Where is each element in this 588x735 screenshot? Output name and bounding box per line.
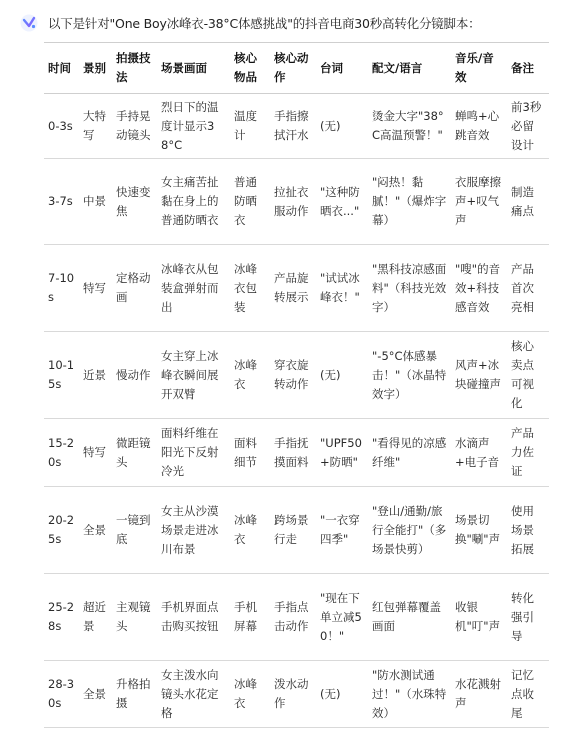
cell-core-item: 冰峰衣包装 — [230, 245, 270, 332]
cell-music: 风声+冰块碰撞声 — [451, 332, 507, 419]
cell-lines: (无) — [316, 661, 368, 728]
cell-caption: "-5°C体感暴击！"（冰晶特效字） — [368, 332, 451, 419]
cell-technique: 定格动画 — [112, 245, 157, 332]
storyboard-table-wrapper — [44, 42, 549, 728]
cell-notes: 记忆点收尾 — [507, 661, 549, 728]
cell-technique: 慢动作 — [112, 332, 157, 419]
cell-core-item: 手机屏幕 — [230, 574, 270, 661]
cell-core-item: 面料细节 — [230, 419, 270, 487]
cell-lines: "一衣穿四季" — [316, 487, 368, 574]
intro-text: 以下是针对"One Boy冰峰衣-38°C体感挑战"的抖音电商30秒高转化分镜脚本： — [48, 16, 481, 31]
storyboard-table — [44, 42, 549, 728]
table-row — [44, 94, 549, 159]
cell-caption: 红包弹幕覆盖画面 — [368, 574, 451, 661]
cell-scene: 手机界面点击购买按钮 — [157, 574, 230, 661]
assistant-logo-icon — [20, 14, 38, 32]
cell-time: 20-25s — [44, 487, 79, 574]
table-header-row — [44, 43, 549, 94]
cell-technique: 升格拍摄 — [112, 661, 157, 728]
header-scene: 场景画面 — [157, 43, 230, 94]
cell-music: 场景切换"唰"声 — [451, 487, 507, 574]
header-music: 音乐/音效 — [451, 43, 507, 94]
cell-notes: 制造痛点 — [507, 159, 549, 245]
cell-core-item: 冰峰衣 — [230, 332, 270, 419]
header-shot-size: 景别 — [79, 43, 112, 94]
cell-caption: "黑科技凉感面料"（科技光效字） — [368, 245, 451, 332]
cell-music: 水滴声+电子音 — [451, 419, 507, 487]
header-technique: 拍摄技法 — [112, 43, 157, 94]
cell-time: 28-30s — [44, 661, 79, 728]
cell-core-action: 手指抚摸面料 — [270, 419, 316, 487]
cell-notes: 产品力佐证 — [507, 419, 549, 487]
cell-shot-size: 超近景 — [79, 574, 112, 661]
table-row — [44, 419, 549, 487]
cell-caption: "登山/通勤/旅行全能打"（多场景快剪） — [368, 487, 451, 574]
cell-core-item: 冰峰衣 — [230, 661, 270, 728]
cell-notes: 前3秒必留设计 — [507, 94, 549, 159]
cell-scene: 女主穿上冰峰衣瞬间展开双臂 — [157, 332, 230, 419]
cell-notes: 产品首次亮相 — [507, 245, 549, 332]
cell-core-item: 温度计 — [230, 94, 270, 159]
table-row — [44, 332, 549, 419]
cell-lines: "这种防晒衣..." — [316, 159, 368, 245]
cell-shot-size: 中景 — [79, 159, 112, 245]
cell-time: 0-3s — [44, 94, 79, 159]
table-row — [44, 574, 549, 661]
cell-shot-size: 大特写 — [79, 94, 112, 159]
cell-caption: "闷热！黏腻！"（爆炸字幕） — [368, 159, 451, 245]
cell-shot-size: 全景 — [79, 487, 112, 574]
cell-lines: "现在下单立减50！" — [316, 574, 368, 661]
cell-shot-size: 特写 — [79, 419, 112, 487]
table-row — [44, 159, 549, 245]
cell-shot-size: 全景 — [79, 661, 112, 728]
cell-core-action: 手指点击动作 — [270, 574, 316, 661]
cell-core-action: 产品旋转展示 — [270, 245, 316, 332]
cell-scene: 烈日下的温度计显示38°C — [157, 94, 230, 159]
cell-core-action: 拉扯衣服动作 — [270, 159, 316, 245]
cell-notes: 转化强引导 — [507, 574, 549, 661]
cell-technique: 手持晃动镜头 — [112, 94, 157, 159]
header-core-item: 核心物品 — [230, 43, 270, 94]
cell-lines: (无) — [316, 332, 368, 419]
table-row — [44, 245, 549, 332]
cell-time: 3-7s — [44, 159, 79, 245]
cell-shot-size: 特写 — [79, 245, 112, 332]
cell-scene: 女主从沙漠场景走进冰川布景 — [157, 487, 230, 574]
cell-notes: 核心卖点可视化 — [507, 332, 549, 419]
cell-scene: 女主痛苦扯黏在身上的普通防晒衣 — [157, 159, 230, 245]
cell-time: 7-10s — [44, 245, 79, 332]
cell-lines: "试试冰峰衣！" — [316, 245, 368, 332]
cell-time: 25-28s — [44, 574, 79, 661]
cell-core-item: 普通防晒衣 — [230, 159, 270, 245]
header-lines: 台词 — [316, 43, 368, 94]
cell-notes: 使用场景拓展 — [507, 487, 549, 574]
cell-lines: (无) — [316, 94, 368, 159]
cell-caption: 烫金大字"38°C高温预警！" — [368, 94, 451, 159]
cell-caption: "看得见的凉感纤维" — [368, 419, 451, 487]
cell-core-action: 穿衣旋转动作 — [270, 332, 316, 419]
cell-technique: 一镜到底 — [112, 487, 157, 574]
table-row — [44, 487, 549, 574]
cell-technique: 快速变焦 — [112, 159, 157, 245]
cell-time: 15-20s — [44, 419, 79, 487]
header-core-action: 核心动作 — [270, 43, 316, 94]
cell-core-action: 泼水动作 — [270, 661, 316, 728]
header-time: 时间 — [44, 43, 79, 94]
cell-scene: 女主泼水向镜头水花定格 — [157, 661, 230, 728]
cell-technique: 微距镜头 — [112, 419, 157, 487]
cell-scene: 面料纤维在阳光下反射冷光 — [157, 419, 230, 487]
cell-core-action: 手指擦拭汗水 — [270, 94, 316, 159]
cell-lines: "UPF50+防晒" — [316, 419, 368, 487]
header-notes: 备注 — [507, 43, 549, 94]
cell-music: 水花溅射声 — [451, 661, 507, 728]
cell-music: "嗖"的音效+科技感音效 — [451, 245, 507, 332]
intro-line — [20, 12, 580, 34]
table-row — [44, 661, 549, 728]
cell-core-action: 跨场景行走 — [270, 487, 316, 574]
cell-shot-size: 近景 — [79, 332, 112, 419]
cell-caption: "防水测试通过！"（水珠特效） — [368, 661, 451, 728]
cell-core-item: 冰峰衣 — [230, 487, 270, 574]
cell-technique: 主观镜头 — [112, 574, 157, 661]
cell-music: 蝉鸣+心跳音效 — [451, 94, 507, 159]
cell-music: 衣服摩擦声+叹气声 — [451, 159, 507, 245]
cell-music: 收银机"叮"声 — [451, 574, 507, 661]
cell-time: 10-15s — [44, 332, 79, 419]
header-caption: 配文/语言 — [368, 43, 451, 94]
cell-scene: 冰峰衣从包装盒弹射而出 — [157, 245, 230, 332]
